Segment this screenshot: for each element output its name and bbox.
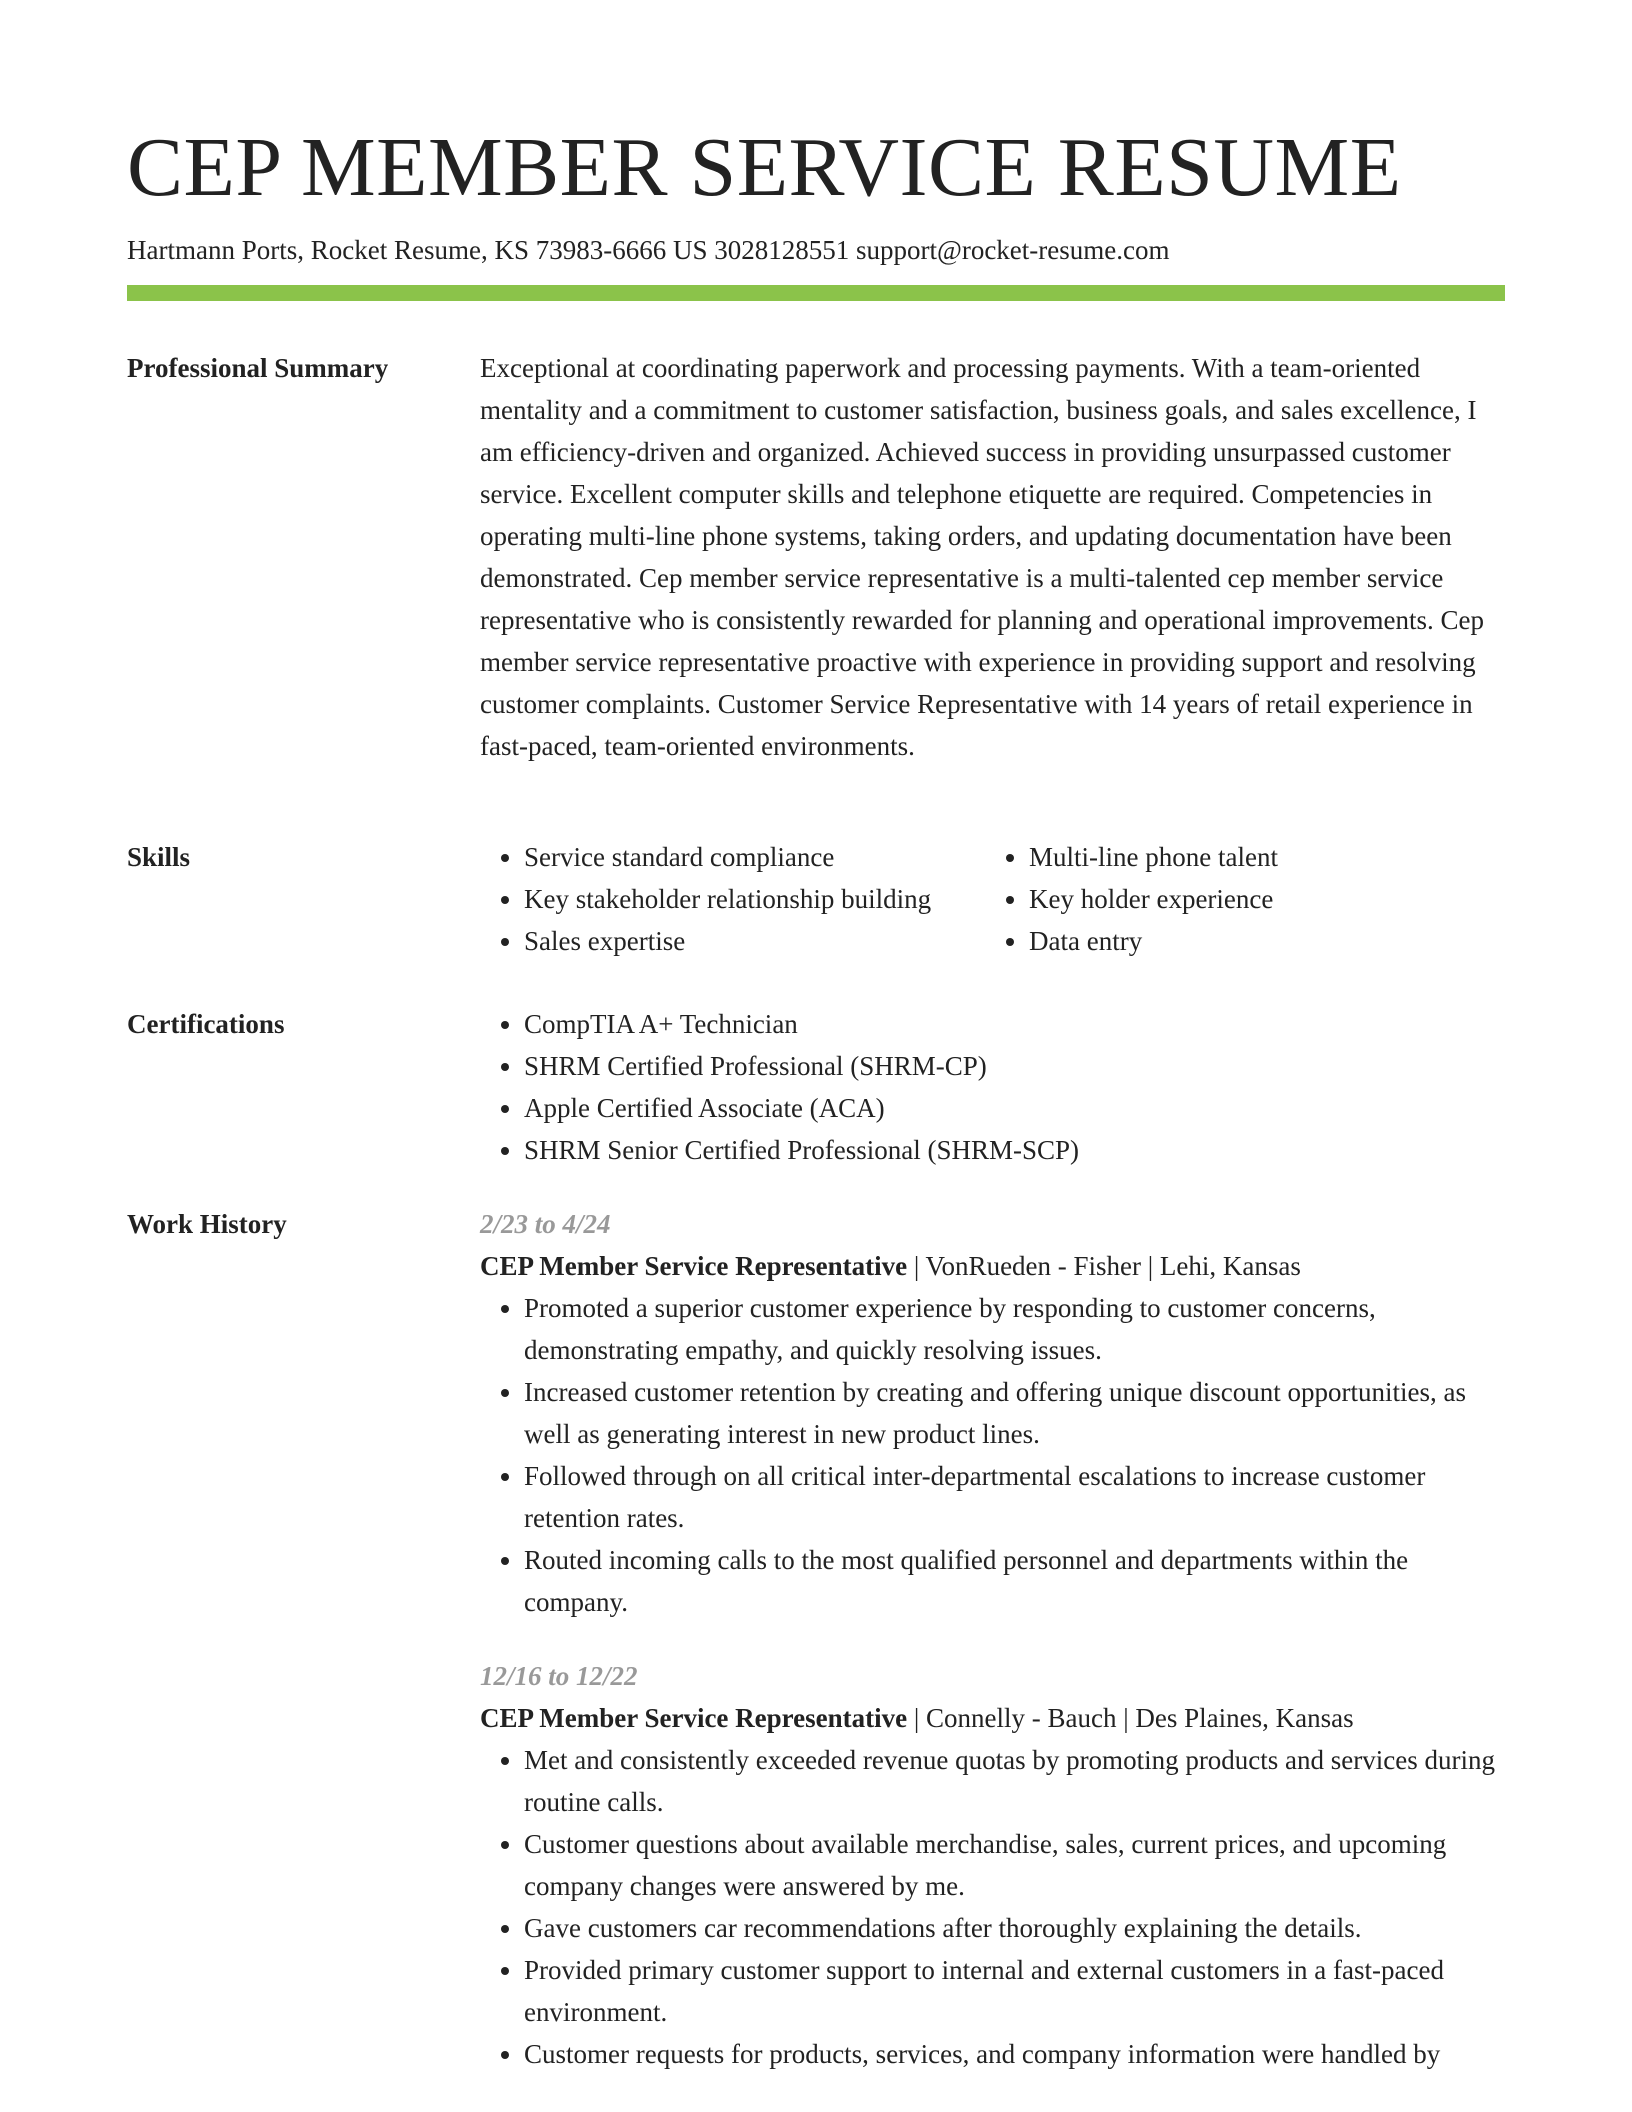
certification-item: • SHRM Certified Professional (SHRM-CP)	[524, 1045, 1505, 1087]
job-bullet: • Gave customers car recommendations after thoroughly explaining the details.	[524, 1907, 1505, 1949]
job-title: CEP Member Service Representative	[480, 1703, 908, 1733]
certification-item: • CompTIA A+ Technician	[524, 1003, 1505, 1045]
job-dates: 12/16 to 12/22	[480, 1661, 638, 1691]
job-bullet-list	[480, 1739, 1505, 2075]
job-entry	[480, 1655, 1505, 2075]
skills-heading: Skills	[127, 842, 191, 872]
job-bullet: • Met and consistently exceeded revenue quotas by promoting products and services during routine calls.	[524, 1739, 1505, 1823]
resume-title: CEP MEMBER SERVICE RESUME	[127, 121, 1402, 214]
job-bullet: • Increased customer retention by creating and offering unique discount opportunities, as well as generating interest in new product lines.	[524, 1371, 1505, 1455]
job-role-line	[480, 1245, 1505, 1287]
skill-item: • Key holder experience	[1029, 878, 1490, 920]
skill-item: • Sales expertise	[524, 920, 985, 962]
certification-item: • SHRM Senior Certified Professional (SHRM-SCP)	[524, 1129, 1505, 1171]
certification-item: • Apple Certified Associate (ACA)	[524, 1087, 1505, 1129]
summary-heading: Professional Summary	[127, 353, 389, 383]
job-details: | Connelly - Bauch | Des Plaines, Kansas	[907, 1703, 1354, 1733]
certifications-list	[480, 1003, 1505, 1171]
skill-item: • Multi-line phone talent	[1029, 836, 1490, 878]
job-bullet: • Customer questions about available merchandise, sales, current prices, and upcoming company changes were answered by me.	[524, 1823, 1505, 1907]
job-title: CEP Member Service Representative	[480, 1251, 908, 1281]
skill-item: • Service standard compliance	[524, 836, 985, 878]
job-bullet: • Routed incoming calls to the most qualified personnel and departments within the company.	[524, 1539, 1505, 1623]
work-history-heading: Work History	[127, 1209, 287, 1239]
skill-item: • Key stakeholder relationship building	[524, 878, 985, 920]
job-bullet-list	[480, 1287, 1505, 1623]
certifications-heading: Certifications	[127, 1009, 285, 1039]
job-bullet: • Customer requests for products, services, and company information were handled by	[524, 2033, 1505, 2075]
job-role-line	[480, 1697, 1505, 1739]
job-dates: 2/23 to 4/24	[480, 1209, 611, 1239]
accent-divider	[127, 285, 1505, 301]
job-bullet: • Promoted a superior customer experience by responding to customer concerns, demonstrating empathy, and quickly resolving issues.	[524, 1287, 1505, 1371]
contact-line: Hartmann Ports, Rocket Resume, KS 73983-6666 US 3028128551 support@rocket-resume.com	[127, 235, 1170, 265]
skill-item: • Data entry	[1029, 920, 1490, 962]
job-bullet: • Followed through on all critical inter-departmental escalations to increase customer retention rates.	[524, 1455, 1505, 1539]
summary-text: Exceptional at coordinating paperwork and processing payments. With a team-oriented mentality and a commitment to customer satisfaction, business goals, and sales excellence, I am efficiency-driven and organized. Achieved success in providing unsurpassed customer service. Excellent computer skills and telephone etiquette are required. Competencies in operating multi-line phone systems, taking orders, and updating documentation have been demonstrated. Cep member service representative is a multi-talented cep member service representative who is consistently rewarded for planning and operational improvements. Cep member service representative proactive with experience in providing support and resolving customer complaints. Customer Service Representative with 14 years of retail experience in fast-paced, team-oriented environments.	[480, 353, 1484, 761]
skills-list-left	[480, 836, 985, 962]
job-bullet: • Provided primary customer support to internal and external customers in a fast-paced environment.	[524, 1949, 1505, 2033]
skills-list-right	[985, 836, 1490, 962]
job-details: | VonRueden - Fisher | Lehi, Kansas	[907, 1251, 1301, 1281]
job-entry	[480, 1203, 1505, 1623]
